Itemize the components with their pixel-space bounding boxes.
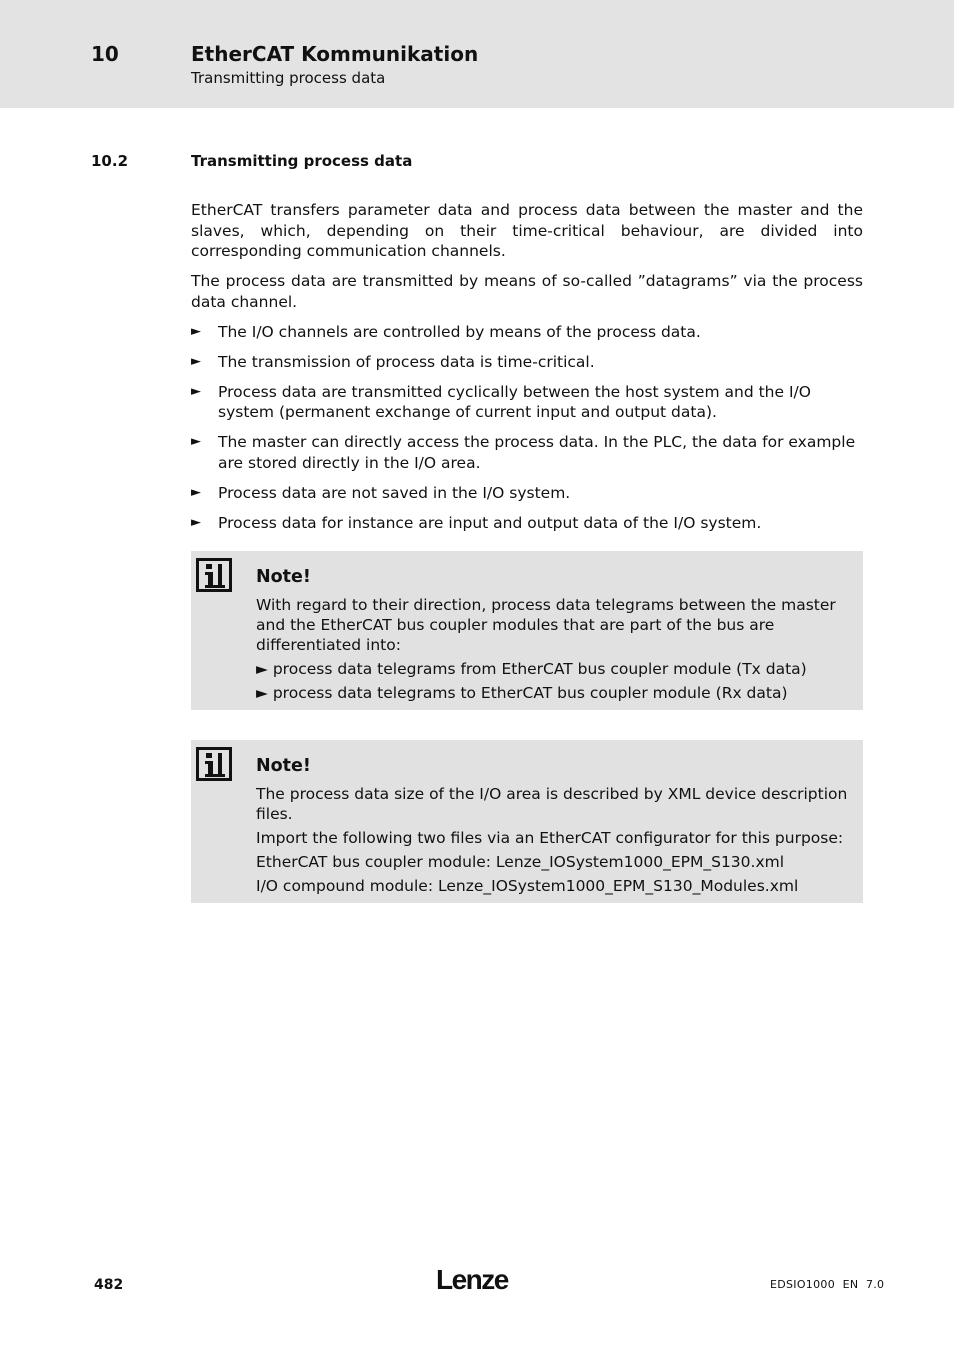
bullet-arrow-icon: ► [191,383,201,399]
logo-text: Lenze [436,1264,508,1295]
bullet-list [191,322,863,534]
list-item [191,513,863,534]
note-title: Note! [256,756,311,776]
list-item [191,483,863,504]
list-item-text: Process data for instance are input and output data of the I/O system. [218,513,762,532]
note-text: ► process data telegrams to EtherCAT bus coupler module (Rx data) [256,684,788,702]
note-text: I/O compound module: Lenze_IOSystem1000_EPM_S130_Modules.xml [256,877,799,895]
note-text: With regard to their direction, process data telegrams between the master and the EtherCAT bus coupler modules that are part of the bus are differentiated into: [256,596,836,654]
note-text: Import the following two files via an EtherCAT configurator for this purpose: [256,829,844,847]
section-title: Transmitting process data [191,152,413,170]
list-item [191,382,863,423]
note-body [256,756,856,900]
page-number: 482 [94,1277,124,1293]
chapter-subtitle: Transmitting process data [191,69,386,87]
bullet-arrow-icon: ► [191,353,201,369]
list-item [191,432,863,473]
list-item-text: Process data are not saved in the I/O system. [218,483,571,502]
list-item-text: The master can directly access the process data. In the PLC, the data for example are stored directly in the I/O area. [218,433,856,472]
info-icon [196,747,232,781]
bullet-arrow-icon: ► [191,323,201,339]
section-number: 10.2 [91,152,129,170]
lenze-logo [436,1262,516,1296]
bullet-arrow-icon: ► [191,434,201,449]
document-code: EDSIO1000 EN 7.0 [770,1278,885,1291]
chapter-title: EtherCAT Kommunikation [191,42,479,66]
note-body [256,567,856,707]
list-item-text: The I/O channels are controlled by means of the process data. [218,322,701,341]
list-item-text: The transmission of process data is time-critical. [218,352,595,371]
note-text: The process data size of the I/O area is described by XML device description files. [256,785,848,823]
bullet-arrow-icon: ► [191,484,201,500]
main-content [191,200,863,543]
bullet-arrow-icon: ► [191,514,201,530]
info-icon [196,558,232,592]
list-item [191,352,863,373]
note-box [191,740,863,903]
paragraph: The process data are transmitted by means of so-called ”datagrams” via the process data channel. [191,272,863,311]
note-box [191,551,863,710]
list-item-text: Process data are transmitted cyclically between the host system and the I/O system (permanent exchange of current input and output data). [218,382,811,421]
paragraph: EtherCAT transfers parameter data and process data between the master and the slaves, which, depending on their time-critical behaviour, are divided into corresponding communication channels. [191,201,863,260]
list-item [191,322,863,343]
page-header [0,0,954,108]
note-text: EtherCAT bus coupler module: Lenze_IOSystem1000_EPM_S130.xml [256,853,785,871]
note-title: Note! [256,567,311,587]
chapter-number: 10 [91,42,119,66]
note-text: ► process data telegrams from EtherCAT bus coupler module (Tx data) [256,660,807,678]
